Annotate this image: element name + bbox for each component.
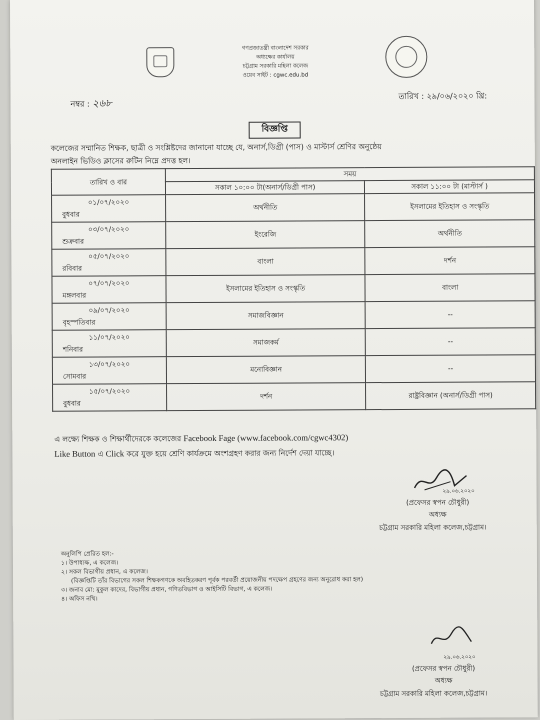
row-slot2: ইসলামের ইতিহাস ও সংস্কৃতি (365, 193, 535, 221)
col-header-slot1: সকাল ১০:০০ টা(অনার্স/ডিগ্রী পাস) (165, 181, 364, 195)
fb-click-text: Click (105, 448, 125, 459)
row-slot2: অর্থনীতি (365, 220, 535, 248)
notice-paper (10, 0, 538, 720)
signature1-date: ২৯.০৬.২০২০ (442, 488, 475, 495)
row-day: বুধবার (63, 399, 81, 408)
row-slot2: বাংলা (365, 274, 535, 302)
fb-text-1: এ লক্ষ্যে শিক্ষক ও শিক্ষার্থীদেরকে কলেজের (54, 434, 184, 444)
fb-text-6: করে যুক্ত হয়ে শ্রেণি কার্যক্রমে অংশগ্রহণ করার জন্য নির্দেশ দেয়া যাচ্ছে। (124, 448, 335, 459)
row-slot2: -- (366, 355, 536, 383)
header-line-3: চট্টগ্রাম সরকারি মহিলা কলেজ (242, 63, 309, 70)
row-slot1: সমাজকর্ম (166, 329, 365, 357)
row-date: ১৩/০৭/২০২০ (88, 360, 130, 369)
row-slot1: বাংলা (166, 248, 365, 276)
header-line-2: অধ্যক্ষের কার্যালয় (256, 54, 295, 61)
table-row (52, 193, 535, 223)
col-header-slot2: সকাল ১১:০০ টা (মাস্টার্স ) (365, 180, 535, 194)
table-row (53, 382, 536, 412)
row-day: শুক্রবার (62, 237, 84, 246)
row-day: মঙ্গলবার (62, 291, 87, 300)
class-routine-table (51, 166, 536, 412)
row-slot1: ইংরেজি (166, 221, 365, 249)
intro-line-2: অনলাইন ভিডিও ক্লাসের রুটিন নিম্নে প্রদত্ত হল। (50, 156, 191, 166)
row-slot2: দর্শন (365, 247, 535, 275)
signature1-title: অধ্যক্ষ (428, 510, 447, 519)
row-slot1: ইসলামের ইতিহাস ও সংস্কৃতি (166, 275, 365, 303)
row-day: সোমবার (62, 372, 87, 381)
row-slot1: অর্থনীতি (166, 194, 365, 222)
table-row (52, 328, 535, 358)
memo-number (71, 96, 112, 113)
row-slot1: মনোবিজ্ঞান (166, 356, 365, 384)
cc-item: ১। উপাধ্যক্ষ, এ কলেজ। (60, 559, 119, 567)
row-day: বৃহস্পতিবার (62, 318, 96, 327)
fb-text-4: এ (95, 449, 106, 459)
signature1-name: (প্রফেসর স্বপন চৌধুরী) (406, 498, 470, 507)
college-seal-logo (385, 36, 427, 78)
row-day: বুধবার (62, 210, 80, 219)
row-slot1: সমাজবিজ্ঞান (166, 302, 365, 330)
row-date: ০৩/০৭/২০২০ (88, 225, 130, 234)
signature1-org: চট্টগ্রাম সরকারি মহিলা কলেজ,চট্টগ্রাম। (379, 523, 487, 533)
signature2-date: ২৯.০৬.২০২০ (443, 654, 476, 661)
signature2-title: অধ্যক্ষ (434, 676, 453, 685)
header-line-1: গণপ্রজাতন্ত্রী বাংলাদেশ সরকার (241, 45, 309, 52)
row-slot1: দর্শন (167, 383, 366, 411)
memo-number-value: ২৬৮ (92, 98, 112, 110)
row-day: রবিবার (62, 264, 82, 273)
row-date: ০৫/০৭/২০২০ (88, 252, 130, 261)
cc-item: ৪। অফিস নথি। (61, 595, 98, 603)
table-row (52, 220, 535, 250)
government-emblem-logo (146, 47, 174, 77)
signature-scribble-2 (427, 626, 477, 650)
table-row (52, 274, 535, 304)
table-row (52, 301, 535, 331)
col-header-time: সময় (165, 167, 534, 182)
cc-list (61, 547, 531, 603)
row-slot2: -- (366, 328, 536, 356)
row-date: ১১/০৭/২০২০ (88, 333, 130, 342)
notice-title: বিজ্ঞপ্তি (249, 121, 301, 138)
cc-item: ৩। জনাব মো: মুকুল কাদের, বিভাগীয় প্রধান, গণিতবিভাগ ও আইসিটি বিভাগ, এ কলেজ। (61, 585, 273, 594)
facebook-page-link[interactable]: Facebook Fage (www.facebook.com/cgwc4302) (183, 432, 349, 444)
row-slot2: -- (365, 301, 535, 329)
memo-label: নম্বর : (70, 99, 90, 109)
signature2-name: (প্রফেসর স্বপন চৌধুরী) (411, 664, 476, 673)
cc-heading: অনুলিপি প্রেরিত হল:- (60, 550, 114, 558)
fb-like-button-text: Like Button (54, 448, 96, 459)
header-website: ওয়েব সাইট : cgwc.edu.bd (242, 72, 309, 79)
table-row (52, 247, 535, 277)
cc-item-note: (বিজ্ঞপ্তিটি তাঁর বিভাগের সকল শিক্ষকগণকে অবহিতকরণ পূর্বক পরবর্তী প্রয়োজনীয় পদক্ষেপ গ্রহণের জন্য অনুরোধ করা হল) (71, 576, 364, 585)
intro-line-1: কলেজের সম্মানিত শিক্ষক, ছাত্রী ও সংশ্লিষ্টদের জানানো যাচ্ছে যে, অনার্স,ডিগ্রী (পাস) ও মাস্টার্স শ্রেণির অনুষ্ঠেয় (50, 142, 382, 153)
notice-date: তারিখ : ২৯/০৬/২০২০ খ্রি: (398, 91, 488, 101)
row-day: শনিবার (62, 345, 83, 354)
facebook-instruction (54, 429, 534, 462)
signature2-org: চট্টগ্রাম সরকারি মহিলা কলেজ,চট্টগ্রাম। (379, 689, 488, 699)
row-date: ১৫/০৭/২০২০ (88, 387, 131, 396)
row-slot2: রাষ্ট্রবিজ্ঞান (অনার্স/ডিগ্রী পাস) (366, 382, 536, 410)
table-row (52, 355, 535, 385)
row-date: ০৭/০৭/২০২০ (88, 279, 130, 288)
col-header-date: তারিখ ও বার (51, 169, 165, 196)
cc-item: ২। সকল বিভাগীয় প্রধান, এ কলেজ। (60, 568, 148, 576)
row-date: ০১/০৭/২০২০ (87, 198, 130, 207)
row-date: ০৯/০৭/২০২০ (88, 306, 130, 315)
